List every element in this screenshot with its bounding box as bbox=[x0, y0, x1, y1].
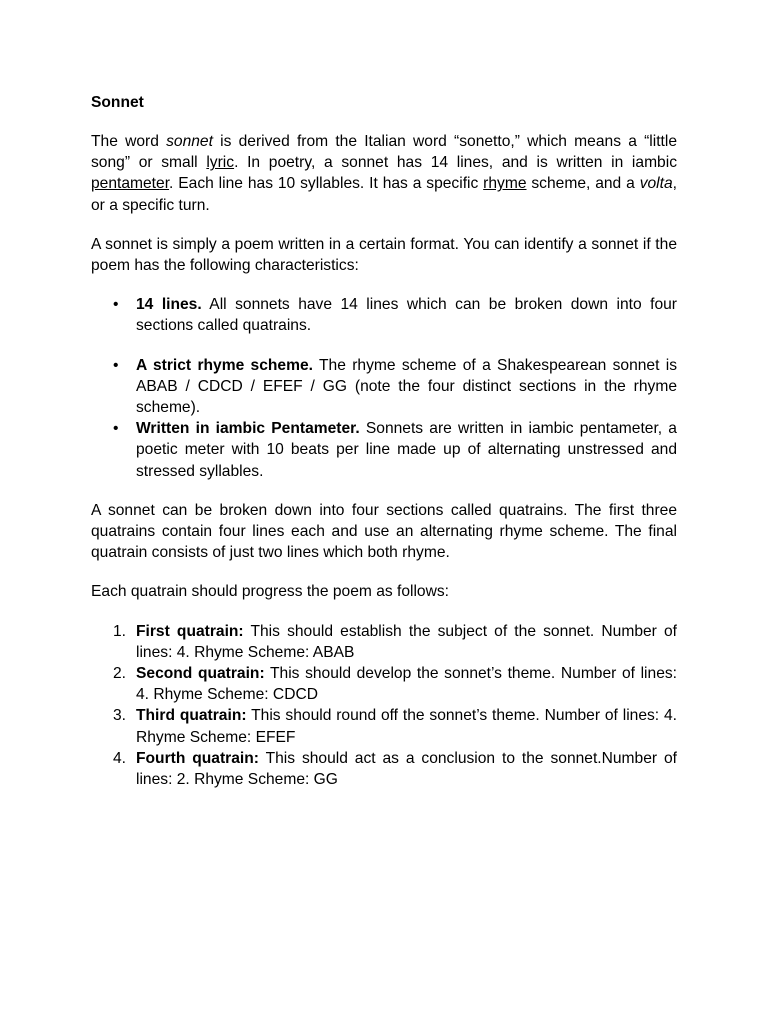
list-number: 1. bbox=[113, 622, 127, 640]
characteristics-paragraph: A sonnet is simply a poem written in a certain format. You can identify a sonnet if the poem has the following characteristics: bbox=[91, 235, 677, 275]
bullet-icon: • bbox=[113, 296, 119, 314]
rhyme-link[interactable]: rhyme bbox=[483, 175, 527, 193]
volta-term: volta bbox=[639, 175, 673, 193]
quatrain-list bbox=[91, 621, 677, 791]
bullet-icon: • bbox=[113, 420, 119, 438]
list-item-text: This should round off the sonnet’s theme. Number of lines: 4. Rhyme Scheme: EFEF bbox=[136, 707, 677, 746]
bullet-icon: • bbox=[113, 356, 119, 374]
list-item-heading: First quatrain: bbox=[136, 622, 244, 640]
list-item-text: All sonnets have 14 lines which can be broken down into four sections called quatrains. bbox=[136, 296, 677, 335]
list-item bbox=[91, 621, 677, 663]
list-item-heading: A strict rhyme scheme. bbox=[136, 356, 313, 374]
list-item-heading: Second quatrain: bbox=[136, 665, 265, 683]
list-number: 2. bbox=[113, 665, 127, 683]
pentameter-link[interactable]: pentameter bbox=[91, 175, 170, 193]
progression-paragraph: Each quatrain should progress the poem as follows: bbox=[91, 583, 449, 601]
list-item-text: This should develop the sonnet’s theme. Number of lines: 4. Rhyme Scheme: CDCD bbox=[136, 665, 677, 704]
intro-text-1: The word bbox=[91, 133, 167, 150]
list-item bbox=[91, 663, 677, 705]
characteristics-list bbox=[91, 294, 677, 482]
list-item-heading: Written in iambic Pentameter. bbox=[136, 420, 360, 438]
list-item bbox=[91, 748, 677, 790]
intro-text-2: is derived from the Italian word “sonetto,” which means a “little song” or small bbox=[91, 133, 677, 172]
intro-text-4: . Each line has 10 syllables. It has a specific bbox=[169, 175, 484, 193]
list-item bbox=[91, 418, 677, 482]
list-item-text: This should act as a conclusion to the sonnet.Number of lines: 2. Rhyme Scheme: GG bbox=[136, 749, 677, 789]
intro-text-5: scheme, and a bbox=[526, 175, 640, 193]
list-item bbox=[91, 355, 677, 419]
intro-paragraph bbox=[91, 131, 677, 216]
intro-text-6: , or a specific turn. bbox=[91, 175, 677, 214]
list-item-text: Sonnets are written in iambic pentameter, a poetic meter with 10 beats per line made up of alternating unstressed and stressed syllables. bbox=[136, 420, 677, 480]
document-title: Sonnet bbox=[91, 94, 144, 111]
list-item-heading: Third quatrain: bbox=[136, 707, 247, 725]
intro-text-3: . In poetry, a sonnet has 14 lines, and is written in iambic bbox=[234, 154, 677, 172]
list-item-heading: 14 lines. bbox=[136, 296, 202, 314]
quatrains-paragraph: A sonnet can be broken down into four sections called quatrains. The first three quatrains contain four lines each and use an alternating rhyme scheme. The final quatrain consists of just two lines which both rhyme. bbox=[91, 501, 677, 562]
lyric-link[interactable]: lyric bbox=[206, 154, 235, 172]
list-number: 3. bbox=[113, 707, 127, 725]
list-item-text: The rhyme scheme of a Shakespearean sonnet is ABAB / CDCD / EFEF / GG (note the four distinct sections in the rhyme scheme). bbox=[136, 356, 678, 417]
list-item bbox=[91, 705, 677, 747]
document-page bbox=[91, 92, 677, 790]
sonnet-term: sonnet bbox=[166, 133, 213, 150]
list-item bbox=[91, 294, 677, 336]
list-number: 4. bbox=[113, 749, 127, 767]
list-item-text: This should establish the subject of the sonnet. Number of lines: 4. Rhyme Scheme: ABAB bbox=[136, 622, 677, 661]
list-item-heading: Fourth quatrain: bbox=[136, 749, 259, 767]
